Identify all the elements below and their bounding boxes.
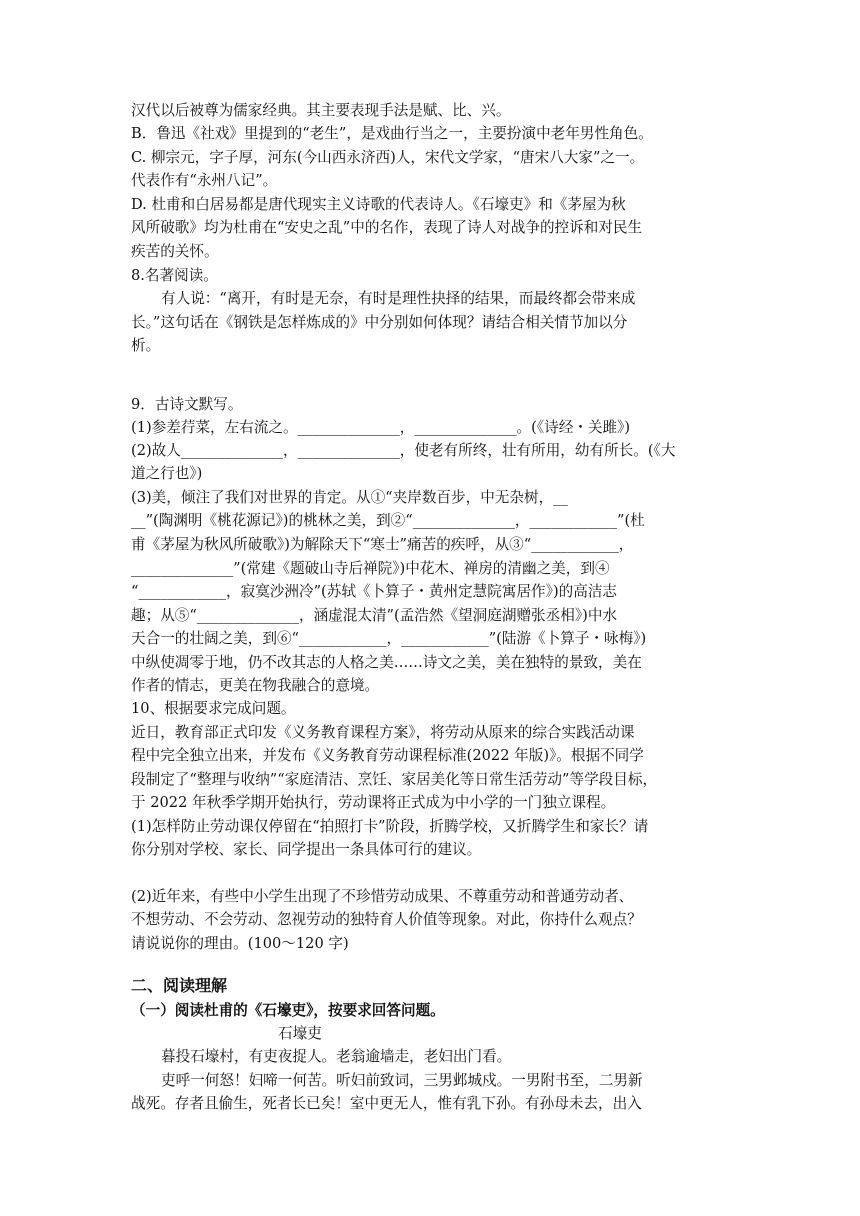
question-9-title: 9．古诗文默写。 [131,396,243,413]
question-10-passage: 程中完全独立出来，并发布《义务教育劳动课程标准(2022 年版)》。根据不同学 [131,747,644,764]
question-8-title: 8.名著阅读。 [131,267,218,284]
option-d: D. 杜甫和白居易都是唐代现实主义诗歌的代表诗人。《石壕吏》和《茅屋为秋 [131,196,626,213]
question-10-sub-2-cont: 请说说你的理由。(100～120 字) [131,935,349,952]
question-10-sub-2: (2)近年来，有些中小学生出现了不珍惜劳动成果、不尊重劳动和普通劳动者、 [131,888,634,905]
question-10-sub-1-cont: 你分别对学校、家长、同学提出一条具体可行的建议。 [131,841,482,858]
question-8-body: 析。 [131,337,161,354]
poem-line: 吏呼一何怒！妇啼一何苦。听妇前致词，三男邺城戍。一男附书至，二男新 [161,1072,643,1089]
question-9-item-3-cont: “____________，寂寞沙洲冷”(苏轼《卜算子・黄州定慧院寓居作》)的高洁志 [131,583,618,600]
question-10-title: 10、根据要求完成问题。 [131,700,296,717]
question-8-body: 长。”这句话在《钢铁是怎样炼成的》中分别如何体现？请结合相关情节加以分 [131,314,628,331]
option-d-cont: 风所破歌》均为杜甫在“安史之乱”中的名作，表现了诗人对战争的控诉和对民生 [131,219,643,236]
question-9-item-2-cont: 道之行也》) [131,465,203,482]
question-10-passage: 段制定了“整理与收纳”“家庭清洁、烹饪、家居美化等日常生活劳动”等学段目标， [131,771,658,788]
question-10-sub-2-cont: 不想劳动、不会劳动、忽视劳动的独特育人价值等现象。对此，你持什么观点？ [131,911,642,928]
section-heading-reading: 二、阅读理解 [131,976,228,995]
option-c: C. 柳宗元，字子厚，河东(今山西永济西)人，宋代文学家，“唐宋八大家”之一。 [131,149,645,166]
question-9-item-3-cont: 中纵使凋零于地，仍不改其志的人格之美……诗文之美，美在独特的景致，美在 [131,654,642,671]
question-9-item-3-cont: __”(陶渊明《桃花源记》)的桃林之美，到②“______________，____________”(杜 [131,512,645,529]
question-10-sub-1: (1)怎样防止劳动课仅停留在“拍照打卡”阶段，折腾学校，又折腾学生和家长？请 [131,818,649,835]
poem-title: 石壕吏 [278,1025,322,1042]
question-9-item-3-cont: 甫《茅屋为秋风所破歌》)为解除天下“寒士”痛苦的疾呼，从③“____________， [131,536,634,553]
question-9-item-3-cont: ______________”(常建《题破山寺后禅院》)中花木、禅房的清幽之美，到④ [131,560,610,577]
question-9-item-1: (1)参差荇菜，左右流之。______________，______________。(《诗经・关雎》) [131,419,631,436]
poem-line: 战死。存者且偷生，死者长已矣！室中更无人，惟有乳下孙。有孙母未去，出入 [131,1095,642,1112]
question-10-passage: 于 2022 年秋季学期开始执行，劳动课将正式成为中小学的一门独立课程。 [131,794,616,811]
option-b: B．鲁迅《社戏》里提到的“老生”，是戏曲行当之一，主要扮演中老年男性角色。 [131,125,653,142]
option-d-cont: 疾苦的关怀。 [131,243,219,260]
reading-task-title: （一）阅读杜甫的《石壕吏》，按要求回答问题。 [131,1002,445,1019]
poem-line: 暮投石壕村，有吏夜捉人。老翁逾墙走，老妇出门看。 [161,1048,512,1065]
option-a-tail: 汉代以后被尊为儒家经典。其主要表现手法是赋、比、兴。 [131,102,511,119]
question-9-item-2: (2)故人______________，______________，使老有所终，壮有所用，幼有所长。(《大 [131,442,676,459]
question-8-body: 有人说：“离开，有时是无奈，有时是理性抉择的结果，而最终都会带来成 [161,290,636,307]
question-9-item-3-cont: 趣；从⑤“______________，涵虚混太清”(孟浩然《望洞庭湖赠张丞相》)中水 [131,607,618,624]
option-c-cont: 代表作有“永州八记”。 [131,172,278,189]
question-9-item-3: (3)美，倾注了我们对世界的肯定。从①“夹岸数百步，中无杂树，__ [131,489,568,506]
question-9-item-3-cont: 天合一的壮阔之美，到⑥“____________，____________”(陆游《卜算子・咏梅》) [131,630,647,647]
question-9-item-3-cont: 作者的情志，更美在物我融合的意境。 [131,677,380,694]
question-10-passage: 近日，教育部正式印发《义务教育课程方案》，将劳动从原来的综合实践活动课 [131,724,635,741]
